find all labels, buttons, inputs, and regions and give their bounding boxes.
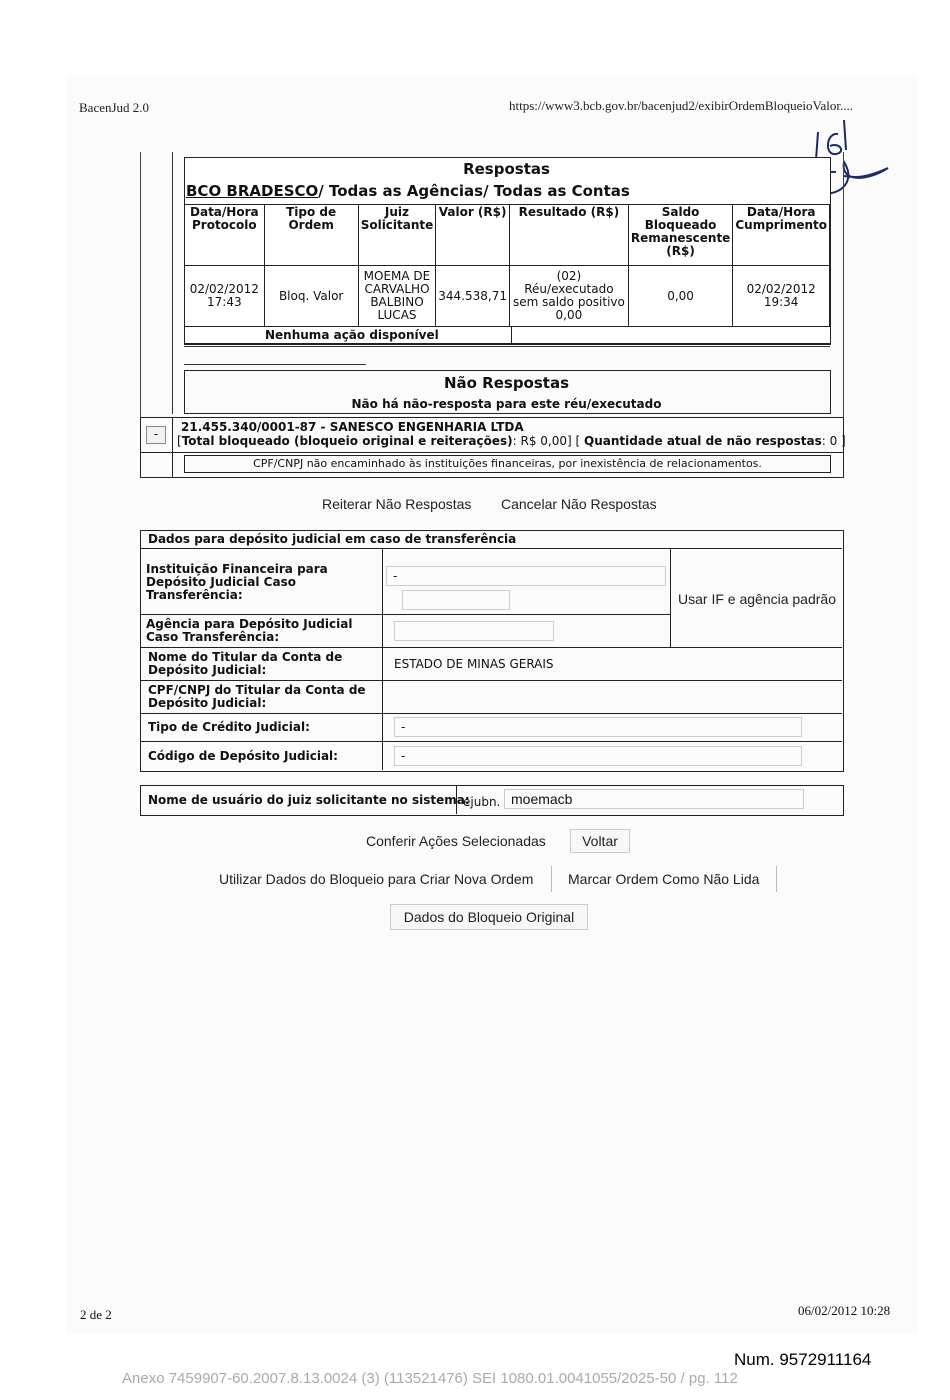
table-header-row: [185, 205, 830, 266]
utilizar-dados-button[interactable]: Utilizar Dados do Bloqueio para Criar Nova Ordem: [219, 871, 534, 887]
conferir-button[interactable]: Conferir Ações Selecionadas: [366, 833, 546, 849]
nao-respostas-title: Não Respostas: [443, 374, 570, 392]
nenhuma-acao-row: [184, 326, 831, 345]
divider-line: [184, 346, 830, 347]
cpf-message: CPF/CNPJ não encaminhado às instituições financeiras, por inexistência de relacionamentos.: [184, 455, 831, 473]
total-value: : R$ 0,00] [: [512, 434, 581, 448]
table-row: [185, 266, 830, 327]
deposito-header-text: Dados para depósito judicial em caso de transferência: [148, 532, 517, 546]
button-separator: [776, 866, 777, 892]
usuario-input[interactable]: moemacb: [504, 789, 804, 809]
reu-totals: [177, 434, 846, 448]
codigo-label: Código de Depósito Judicial:: [148, 749, 338, 763]
dep-row-line: [140, 614, 671, 615]
respostas-table: [184, 204, 830, 327]
nenhuma-acao-text: Nenhuma ação disponível: [265, 328, 439, 342]
cell-data-protocolo: 02/02/2012 17:43: [185, 266, 265, 327]
marcar-nao-lida-button[interactable]: Marcar Ordem Como Não Lida: [568, 871, 760, 887]
col-data-cumprimento: Data/Hora Cumprimento: [733, 205, 830, 266]
usuario-prefix: ejubn.: [463, 795, 501, 809]
codigo-select[interactable]: -: [394, 746, 802, 766]
qtd-label: Quantidade atual de não respostas: [584, 434, 822, 448]
agencia-input[interactable]: [394, 621, 554, 641]
deposito-header: [140, 530, 842, 549]
bank-suffix: / Todas as Agências/ Todas as Contas: [318, 182, 630, 200]
app-name: BacenJud 2.0: [79, 100, 150, 115]
col-juiz: Juiz Solicitante: [358, 205, 436, 266]
cell-valor: 344.538,71: [436, 266, 510, 327]
dep-col-divider-2: [670, 549, 671, 647]
total-label: Total bloqueado (bloqueio original e reiterações): [181, 434, 513, 448]
nao-respostas-subtitle: Não há não-resposta para este réu/executado: [351, 397, 662, 411]
dep-row-line: [140, 647, 842, 648]
bank-heading: [186, 182, 630, 200]
cancelar-button[interactable]: Cancelar Não Respostas: [501, 496, 657, 512]
reu-open-bracket: [: [177, 434, 182, 448]
agencia-label: Agência para Depósito Judicial Caso Transferência:: [146, 617, 353, 644]
dep-col-divider: [382, 549, 383, 770]
dep-row-line: [140, 713, 842, 714]
voltar-button[interactable]: Voltar: [570, 829, 630, 853]
cell-saldo: 0,00: [628, 266, 732, 327]
reu-name: 21.455.340/0001-87 - SANESCO ENGENHARIA LTDA: [181, 420, 524, 434]
qtd-value: : 0 ]: [821, 434, 846, 448]
dados-bloqueio-original-button[interactable]: Dados do Bloqueio Original: [390, 904, 588, 930]
col-saldo: Saldo Bloqueado Remanescente (R$): [628, 205, 732, 266]
tipo-credito-label: Tipo de Crédito Judicial:: [148, 720, 310, 734]
inst-label: Instituição Financeira para Depósito Judicial Caso Transferência:: [146, 562, 328, 602]
usar-if-button[interactable]: Usar IF e agência padrão: [678, 591, 836, 607]
anexo-watermark: Anexo 7459907-60.2007.8.13.0024 (3) (113521476) SEI 1080.01.0041055/2025-50 / pg. 112: [122, 1370, 738, 1387]
titular-label: Nome do Titular da Conta de Depósito Judicial:: [148, 650, 343, 677]
col-valor: Valor (R$): [436, 205, 510, 266]
col-resultado: Resultado (R$): [509, 205, 628, 266]
divider-line-short: [184, 364, 366, 365]
cpf-titular-label: CPF/CNPJ do Titular da Conta de Depósito Judicial:: [148, 683, 366, 710]
nenhuma-divider: [511, 326, 512, 344]
col-data-protocolo: Data/Hora Protocolo: [185, 205, 265, 266]
bank-link[interactable]: BCO BRADESCO: [186, 182, 319, 200]
reiterar-button[interactable]: Reiterar Não Respostas: [322, 496, 472, 512]
page-url: https://www3.bcb.gov.br/bacenjud2/exibirOrdemBloqueioValor....: [509, 98, 853, 113]
cell-tipo: Bloq. Valor: [264, 266, 358, 327]
dep-row-line: [140, 741, 842, 742]
button-separator: [551, 866, 552, 892]
respostas-title: Respostas: [463, 160, 550, 178]
cell-data-cumprimento: 02/02/2012 19:34: [733, 266, 830, 327]
tipo-credito-select[interactable]: -: [394, 717, 802, 737]
print-datetime: 06/02/2012 10:28: [798, 1303, 891, 1318]
cell-resultado: (02) Réu/executado sem saldo positivo 0,00: [509, 266, 628, 327]
inst-select[interactable]: -: [386, 566, 666, 586]
dep-row-line: [140, 680, 842, 681]
col-tipo-ordem: Tipo de Ordem: [264, 205, 358, 266]
usuario-label: Nome de usuário do juiz solicitante no sistema:: [148, 793, 470, 807]
collapse-button[interactable]: -: [146, 426, 166, 444]
page-number: 2 de 2: [80, 1307, 112, 1322]
inst-code-input[interactable]: [402, 590, 510, 610]
document-number: Num. 9572911164: [734, 1350, 872, 1369]
titular-value: ESTADO DE MINAS GERAIS: [394, 657, 554, 671]
cell-juiz: MOEMA DE CARVALHO BALBINO LUCAS: [358, 266, 436, 327]
